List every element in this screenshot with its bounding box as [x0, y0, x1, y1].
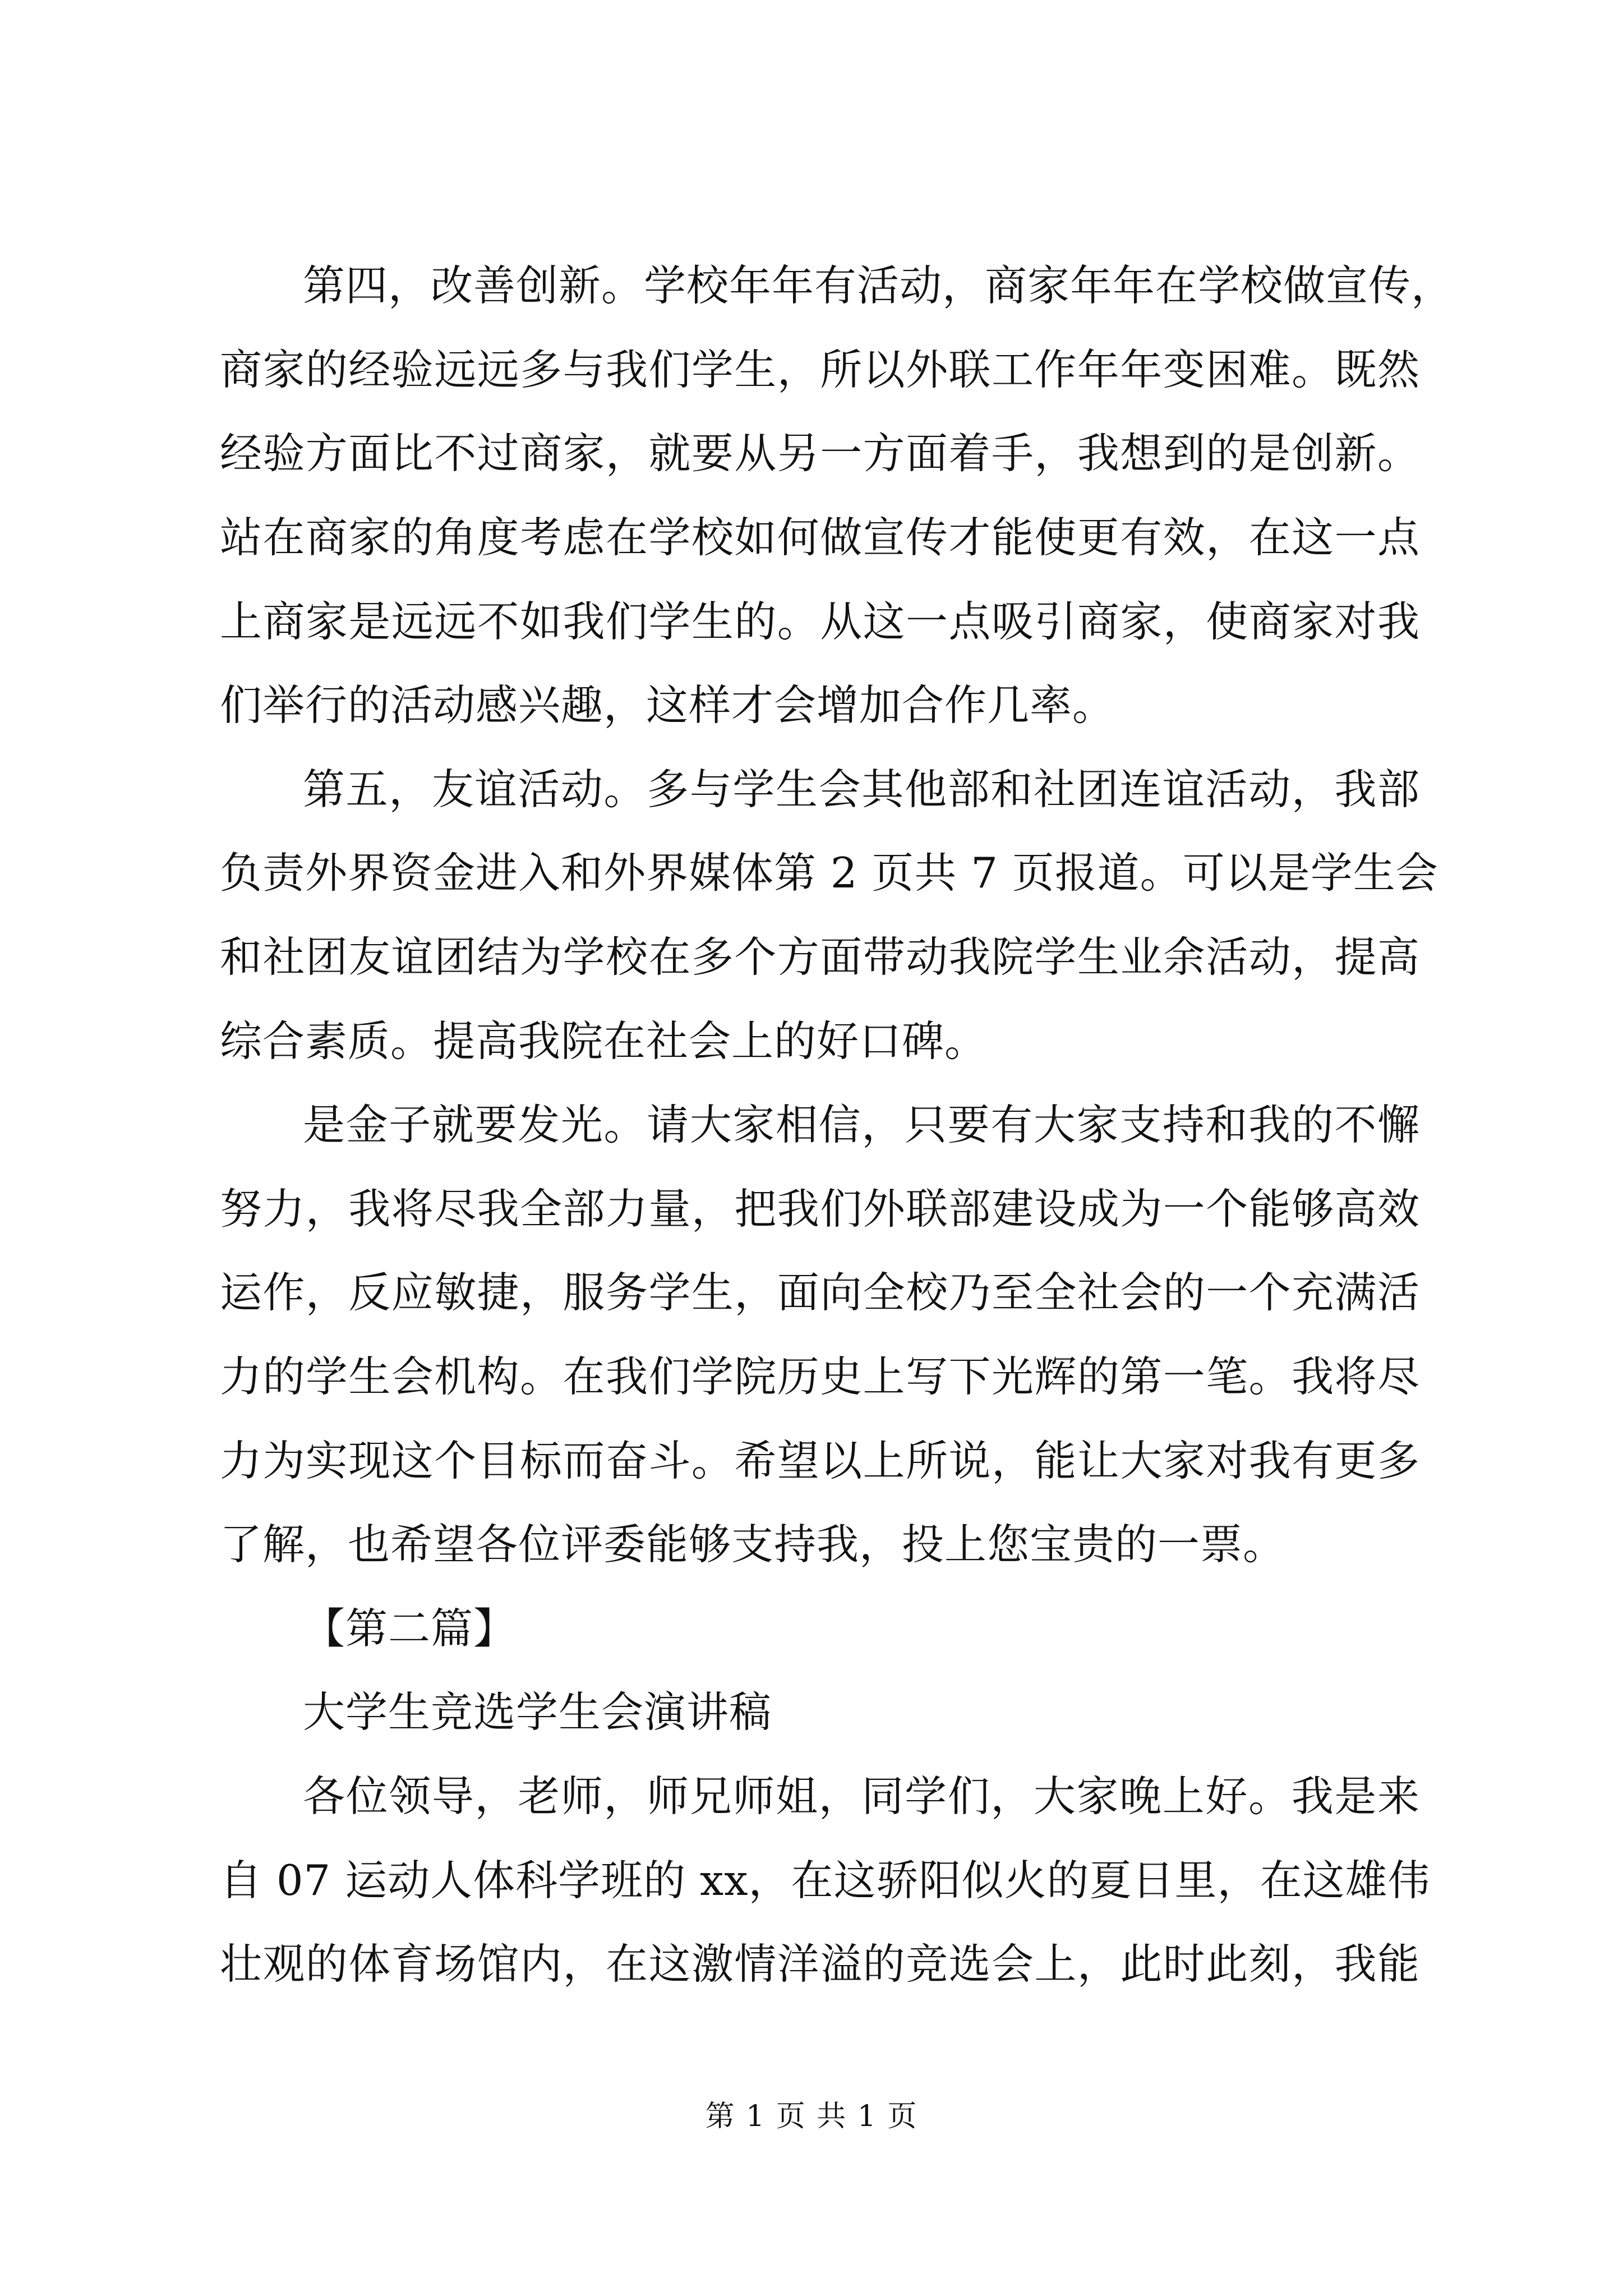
document-title: 大学生竞选学生会演讲稿 — [303, 1687, 772, 1737]
paragraph-line: 努力，我将尽我全部力量，把我们外联部建设成为一个能够高效 — [220, 1184, 1420, 1234]
paragraph-line: 们举行的活动感兴趣，这样才会增加合作几率。 — [220, 680, 1115, 730]
paragraph-line: 和社团友谊团结为学校在多个方面带动我院学生业余活动，提高 — [220, 932, 1420, 982]
paragraph-line: 各位领导，老师，师兄师姐，同学们，大家晚上好。我是来 — [303, 1772, 1420, 1821]
paragraph-line: 站在商家的角度考虑在学校如何做宣传才能使更有效，在这一点 — [220, 513, 1420, 562]
paragraph-line: 自 07 运动人体科学班的 xx，在这骄阳似火的夏日里，在这雄伟 — [220, 1856, 1431, 1905]
paragraph-line: 上商家是远远不如我们学生的。从这一点吸引商家，使商家对我 — [220, 597, 1420, 646]
paragraph-line: 第五，友谊活动。多与学生会其他部和社团连谊活动，我部 — [303, 765, 1420, 814]
paragraph-line: 了解，也希望各位评委能够支持我，投上您宝贵的一票。 — [220, 1520, 1286, 1569]
paragraph-line: 是金子就要发光。请大家相信，只要有大家支持和我的不懈 — [303, 1100, 1420, 1149]
paragraph-line: 第四，改善创新。学校年年有活动，商家年年在学校做宣传， — [303, 261, 1454, 310]
paragraph-line: 壮观的体育场馆内，在这激情洋溢的竞选会上，此时此刻，我能 — [220, 1939, 1420, 1989]
paragraph-line: 经验方面比不过商家，就要从另一方面着手，我想到的是创新。 — [220, 429, 1420, 478]
paragraph-line: 力的学生会机构。在我们学院历史上写下光辉的第一笔。我将尽 — [220, 1352, 1420, 1401]
paragraph-line: 负责外界资金进入和外界媒体第 2 页共 7 页报道。可以是学生会 — [220, 848, 1438, 898]
paragraph-line: 综合素质。提高我院在社会上的好口碑。 — [220, 1016, 988, 1066]
paragraph-line: 力为实现这个目标而奋斗。希望以上所说，能让大家对我有更多 — [220, 1436, 1420, 1485]
paragraph-line: 商家的经验远远多与我们学生，所以外联工作年年变困难。既然 — [220, 345, 1420, 394]
page-footer: 第 1 页 共 1 页 — [705, 2100, 918, 2133]
section-heading: 【第二篇】 — [303, 1604, 517, 1653]
paragraph-line: 运作，反应敏捷，服务学生，面向全校乃至全社会的一个充满活 — [220, 1268, 1420, 1317]
